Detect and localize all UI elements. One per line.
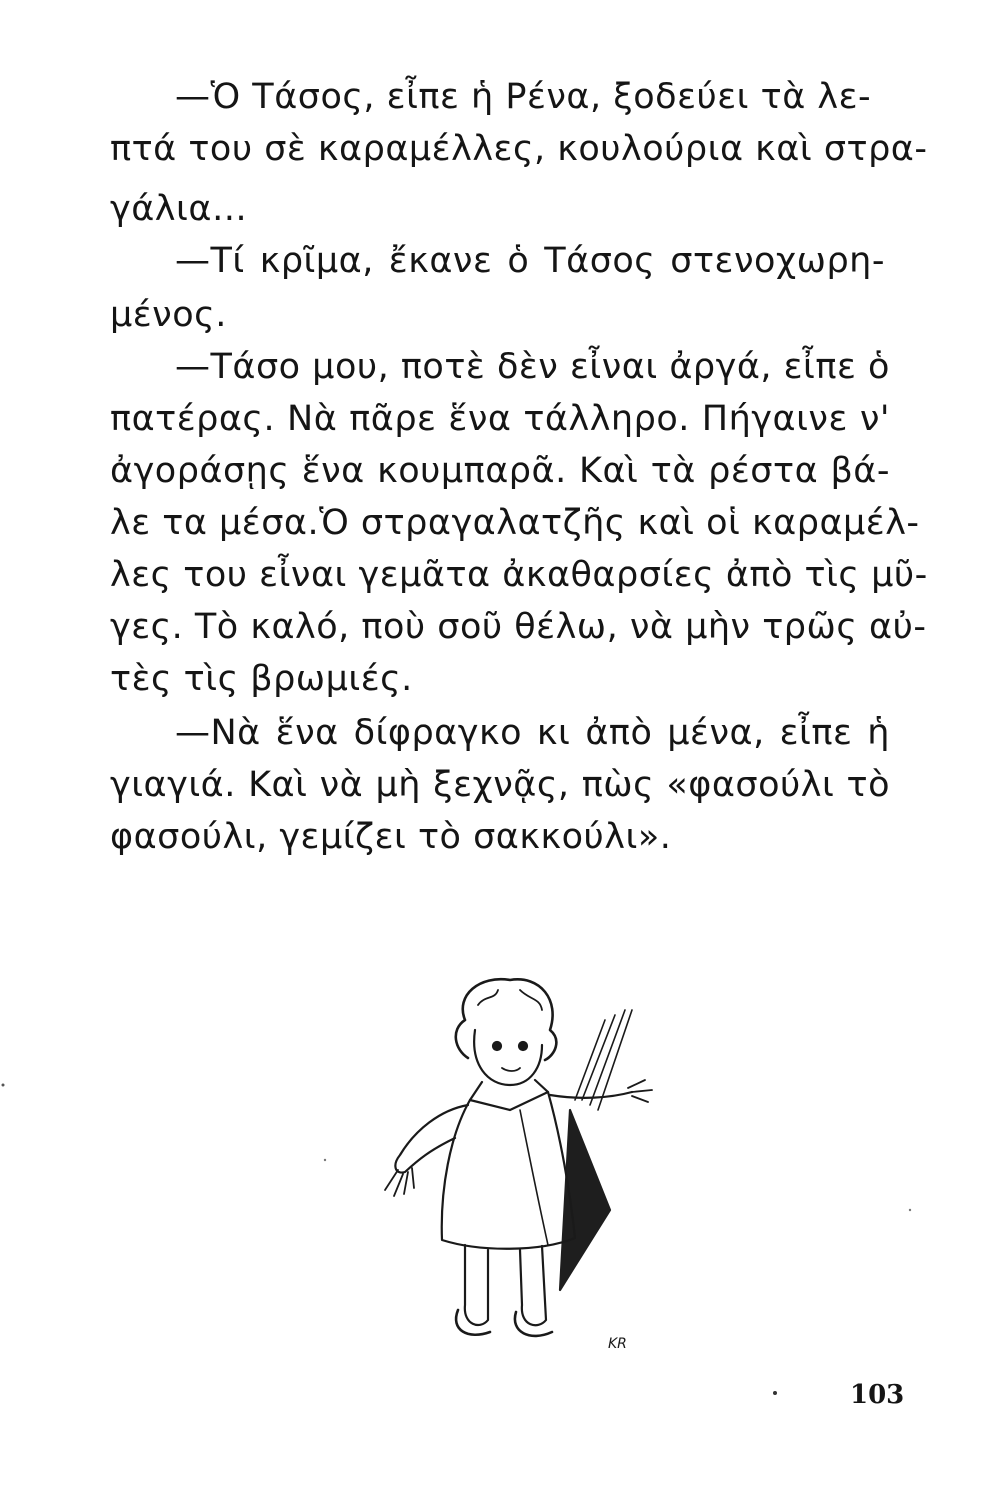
- text-line-12: τὲς τὶς βρωμιές.: [110, 659, 413, 699]
- artist-signature: KR: [608, 1336, 627, 1352]
- text-line-15: φασούλι, γεμίζει τὸ σακκούλι».: [110, 817, 672, 857]
- text-line-6: —Τάσο μου, ποτὲ δὲν εἶναι ἀργά, εἶπε ὁ: [175, 347, 890, 387]
- text-line-11: γες. Τὸ καλό, ποὺ σοῦ θέλω, νὰ μὴν τρῶς αὐ-: [110, 607, 927, 647]
- text-line-4: —Τί κρῖμα, ἔκανε ὁ Τάσος στενοχωρη-: [175, 241, 885, 281]
- text-line-3: γάλια…: [110, 189, 248, 229]
- text-line-8: ἀγοράσῃς ἕνα κουμπαρᾶ. Καὶ τὰ ρέστα βά-: [110, 451, 890, 491]
- text-line-5: μένος.: [110, 295, 227, 335]
- text-line-1: —Ὁ Τάσος, εἶπε ἡ Ρένα, ξοδεύει τὰ λε-: [175, 77, 872, 117]
- child-illustration: [370, 960, 670, 1380]
- text-line-9: λε τα μέσα.Ὁ στραγαλατζῆς καὶ οἱ καραμέλ-: [110, 503, 920, 543]
- text-line-14: γιαγιά. Καὶ νὰ μὴ ξεχνᾷς, πὼς «φασούλι τὸ: [110, 765, 890, 805]
- text-line-10: λες του εἶναι γεμᾶτα ἀκαθαρσίες ἀπὸ τὶς μῦ-: [110, 555, 928, 595]
- text-line-2: πτά του σὲ καραμέλλες, κουλούρια καὶ στρα-: [110, 129, 928, 169]
- text-line-13: —Νὰ ἕνα δίφραγκο κι ἀπὸ μένα, εἶπε ἡ: [175, 713, 890, 753]
- text-line-7: πατέρας. Νὰ πᾶρε ἕνα τάλληρο. Πήγαινε ν': [110, 399, 890, 439]
- page-number: 103: [850, 1380, 905, 1410]
